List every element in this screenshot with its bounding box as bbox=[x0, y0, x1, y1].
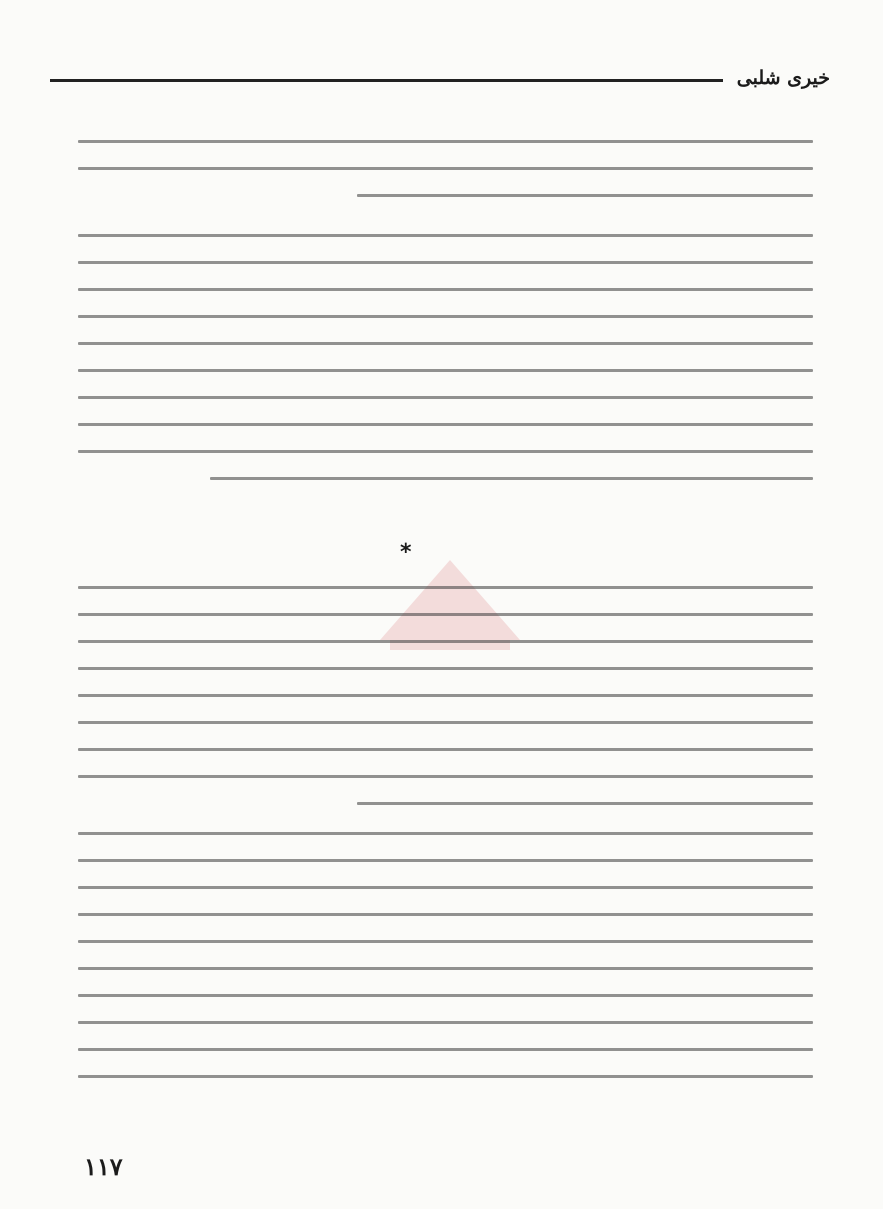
paragraph-4 bbox=[78, 832, 813, 1102]
header-rule bbox=[50, 79, 723, 82]
paragraph-3 bbox=[78, 586, 813, 829]
paragraph-2 bbox=[78, 234, 813, 504]
page-number: ١١٧ bbox=[84, 1152, 123, 1181]
paragraph-1 bbox=[78, 140, 813, 221]
section-separator-asterisk: * bbox=[400, 540, 412, 565]
running-header bbox=[50, 58, 830, 98]
author-name: خيرى شلبى bbox=[736, 67, 830, 89]
